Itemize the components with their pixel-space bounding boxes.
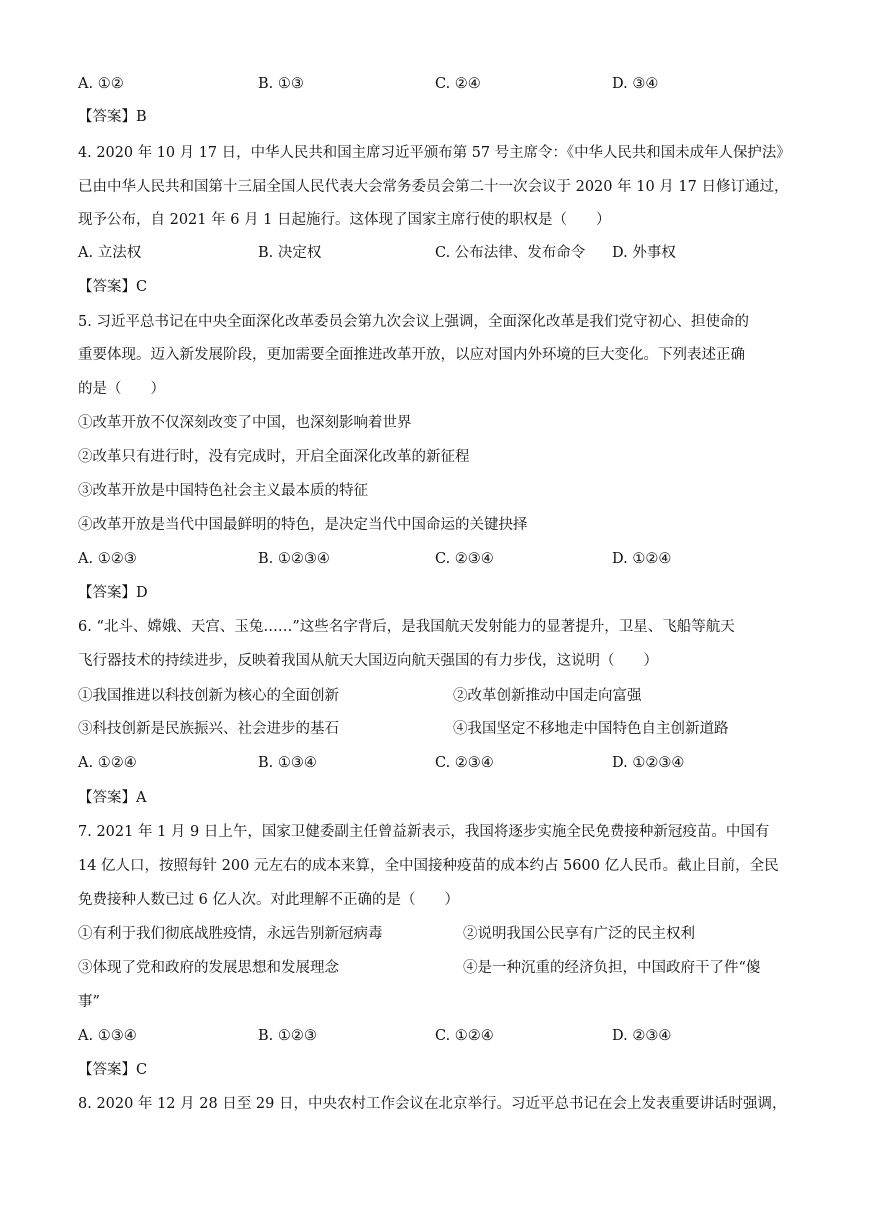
q5-stem-line-1: 5. 习近平总书记在中央全面深化改革委员会第九次会议上强调，全面深化改革是我们党守初心、担使命的	[78, 314, 749, 330]
q7-statement-4-cont: 事”	[78, 994, 100, 1010]
option-a: A. ①②④	[78, 755, 137, 771]
q3-options	[78, 74, 798, 94]
q5-statement-2: ②改革只有进行时，没有完成时，开启全面深化改革的新征程	[78, 449, 470, 465]
q7-stem-line-1: 7. 2021 年 1 月 9 日上午，国家卫健委副主任曾益新表示，我国将逐步实施全民免费接种新冠疫苗。中国有	[78, 824, 770, 840]
q4-answer: 【答案】C	[78, 279, 148, 295]
q3-answer: 【答案】B	[78, 109, 147, 125]
option-a: A. ①②③	[78, 551, 137, 567]
option-b: B. 决定权	[258, 245, 322, 261]
option-a: A. ①②	[78, 76, 124, 92]
q4-stem-line-2: 已由中华人民共和国第十三届全国人民代表大会常务委员会第二十一次会议于 2020 年 10 月 17 日修订通过，	[78, 179, 789, 195]
q6-stem-line-1: 6. “北斗、嫦娥、天宫、玉兔……”这些名字背后，是我国航天发射能力的显著提升，卫星、飞船等航天	[78, 619, 735, 635]
q7-answer: 【答案】C	[78, 1062, 148, 1078]
q4-stem-line-3: 现予公布，自 2021 年 6 月 1 日起施行。这体现了国家主席行使的职权是（ ）	[78, 212, 611, 228]
q5-options	[78, 549, 798, 569]
q6-statement-2: ②改革创新推动中国走向富强	[453, 688, 642, 704]
option-b: B. ①②③	[258, 1028, 317, 1044]
option-d: D. 外事权	[612, 245, 676, 261]
option-a: A. 立法权	[78, 245, 142, 261]
option-d: D. ②③④	[612, 1028, 672, 1044]
option-c: C. ②③④	[435, 755, 494, 771]
q6-options	[78, 753, 798, 773]
option-d: D. ①②④	[612, 551, 672, 567]
option-d: D. ①②③④	[612, 755, 685, 771]
option-c: C. ①②④	[435, 1028, 494, 1044]
q6-statement-3: ③科技创新是民族振兴、社会进步的基石	[78, 721, 339, 737]
q5-stem-line-2: 重要体现。迈入新发展阶段，更加需要全面推进改革开放，以应对国内外环境的巨大变化。下列表述正确	[78, 347, 745, 363]
q7-statement-3: ③体现了党和政府的发展思想和发展理念	[78, 960, 339, 976]
q5-statement-3: ③改革开放是中国特色社会主义最本质的特征	[78, 483, 368, 499]
q8-stem-line-1: 8. 2020 年 12 月 28 日至 29 日，中央农村工作会议在北京举行。习近平总书记在会上发表重要讲话时强调，	[78, 1096, 787, 1112]
q7-options	[78, 1026, 798, 1046]
q6-statement-row-1	[78, 686, 798, 706]
option-c: C. ②③④	[435, 551, 494, 567]
q6-statement-4: ④我国坚定不移地走中国特色自主创新道路	[453, 721, 729, 737]
q7-statement-row-2	[78, 958, 798, 978]
q7-statement-2: ②说明我国公民享有广泛的民主权利	[463, 926, 695, 942]
option-a: A. ①③④	[78, 1028, 137, 1044]
q7-statement-1: ①有利于我们彻底战胜疫情，永远告别新冠病毒	[78, 926, 383, 942]
q4-options	[78, 243, 798, 263]
q6-stem-line-2: 飞行器技术的持续进步，反映着我国从航天大国迈向航天强国的有力步伐，这说明（ ）	[78, 653, 658, 669]
option-c: C. ②④	[435, 76, 481, 92]
q7-statement-4: ④是一种沉重的经济负担，中国政府干了件“傻	[463, 960, 761, 976]
q5-statement-1: ①改革开放不仅深刻改变了中国，也深刻影响着世界	[78, 415, 412, 431]
q5-answer: 【答案】D	[78, 585, 148, 601]
option-b: B. ①②③④	[258, 551, 330, 567]
q7-stem-line-3: 免费接种人数已过 6 亿人次。对此理解不正确的是（ ）	[78, 892, 459, 908]
q6-answer: 【答案】A	[78, 790, 147, 806]
q5-stem-line-3: 的是（ ）	[78, 381, 165, 397]
option-c: C. 公布法律、发布命令	[435, 245, 586, 261]
q5-statement-4: ④改革开放是当代中国最鲜明的特色，是决定当代中国命运的关键抉择	[78, 517, 528, 533]
q6-statement-row-2	[78, 719, 798, 739]
option-b: B. ①③	[258, 76, 304, 92]
q4-stem-line-1: 4. 2020 年 10 月 17 日，中华人民共和国主席习近平颁布第 57 号主席令：《中华人民共和国未成年人保护法》	[78, 145, 791, 161]
q6-statement-1: ①我国推进以科技创新为核心的全面创新	[78, 688, 339, 704]
q7-statement-row-1	[78, 924, 798, 944]
q7-stem-line-2: 14 亿人口，按照每针 200 元左右的成本来算，全中国接种疫苗的成本约占 5600 亿人民币。截止目前，全民	[78, 858, 779, 874]
option-d: D. ③④	[612, 76, 659, 92]
option-b: B. ①③④	[258, 755, 317, 771]
